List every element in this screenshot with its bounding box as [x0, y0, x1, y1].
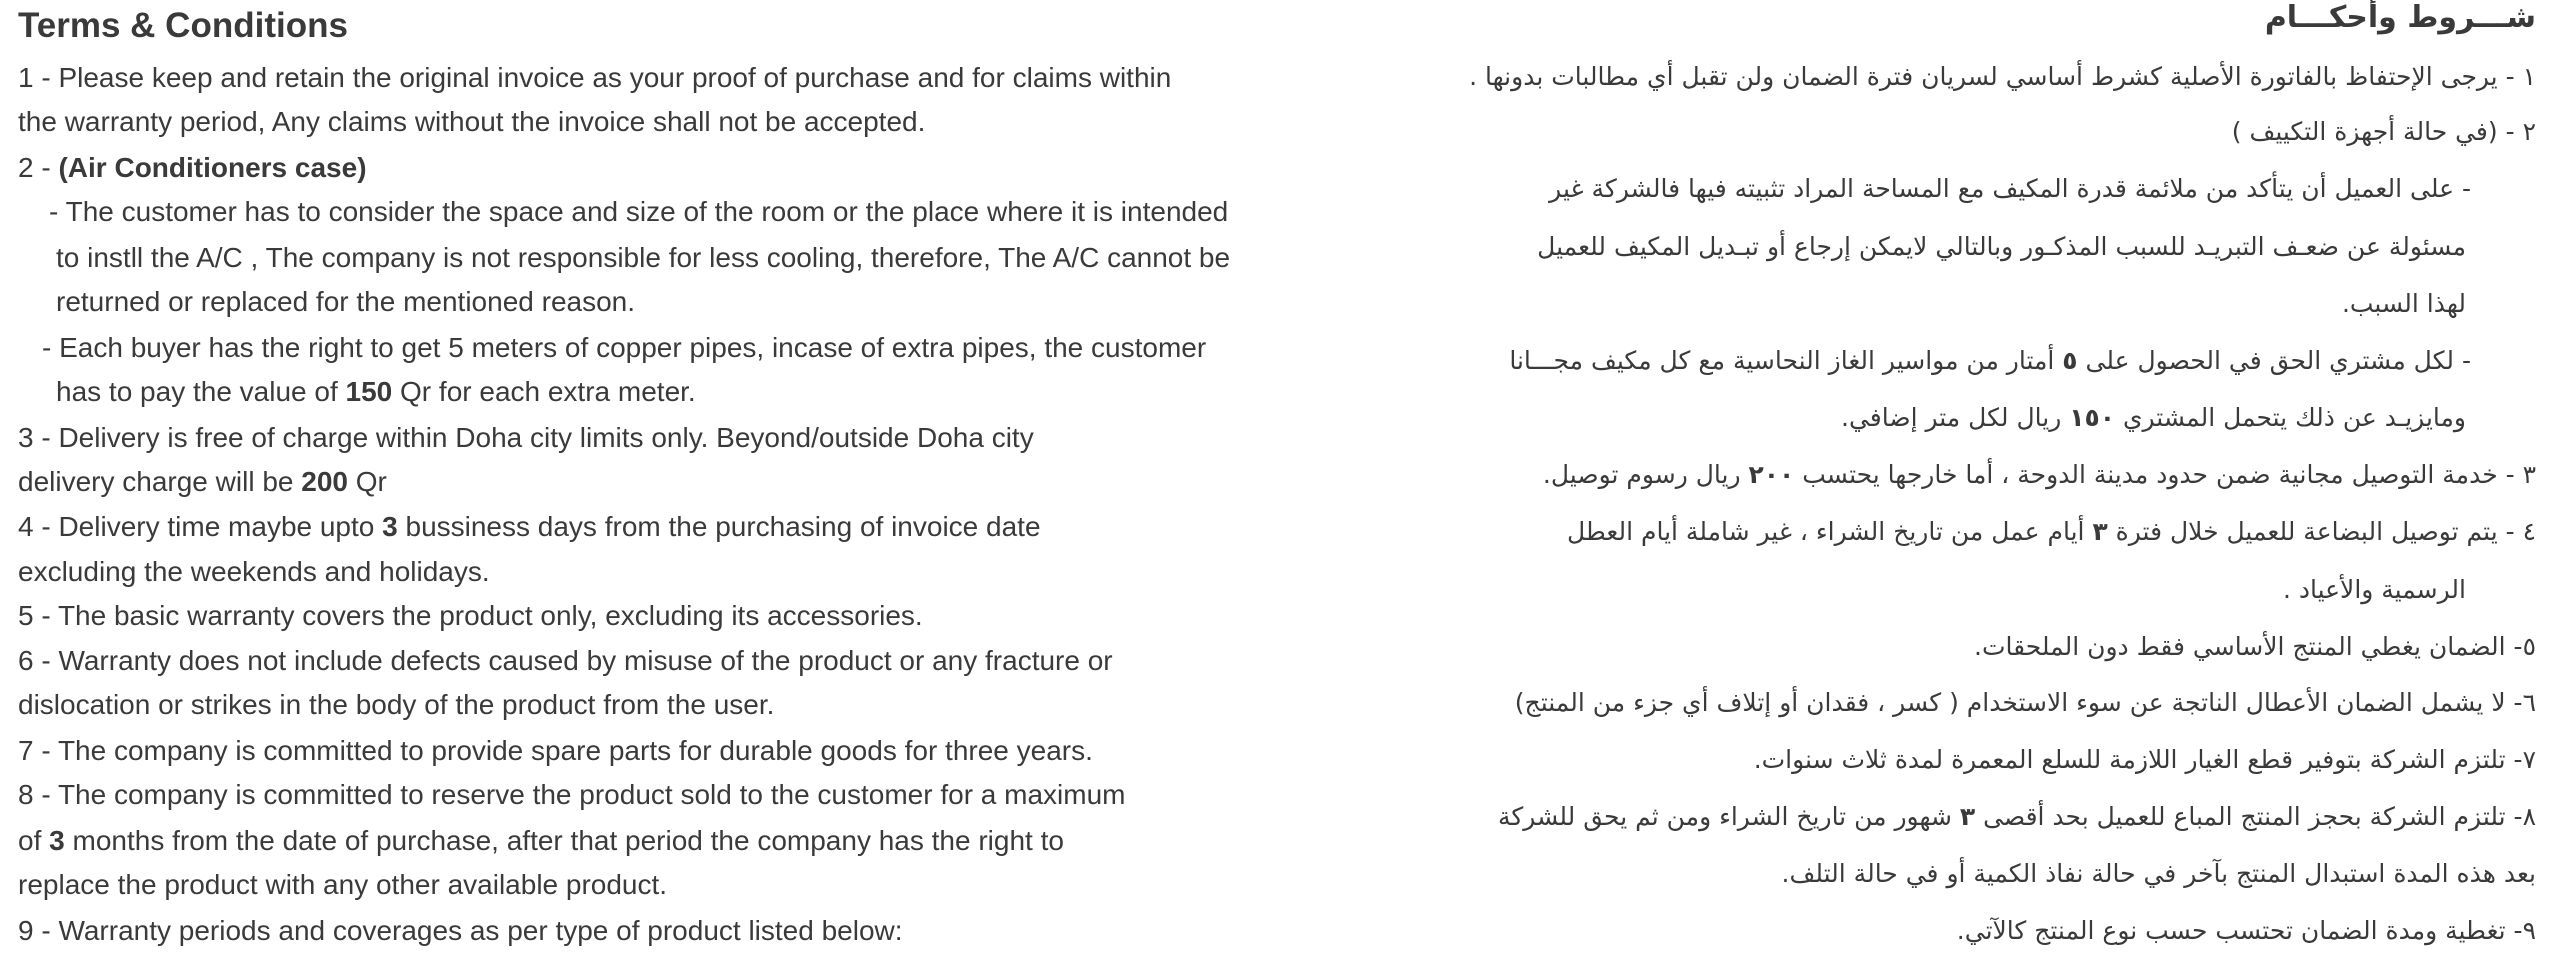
text: Qr — [347, 466, 387, 497]
text: شهور من تاريخ الشراء ومن ثم يحق للشركة — [1497, 802, 1960, 831]
text: أمتار من مواسير الغاز النحاسية مع كل مكيف مجـــانا — [1509, 346, 2063, 375]
term-2a-line-3: returned or replaced for the mentioned reason. — [56, 286, 636, 317]
english-title: Terms & Conditions — [18, 6, 348, 45]
ar-term-6: ٦- لا يشمل الضمان الأعطال الناتجة عن سوء الاستخدام ( كسر ، فقدان أو إتلاف أي جزء من المنتج) — [1514, 688, 2536, 717]
text: of — [18, 825, 50, 856]
ar-term-2b-line-2 — [1841, 396, 2466, 440]
term-4-line-2: excluding the weekends and holidays. — [18, 556, 490, 587]
term-7: 7 - The company is committed to provide spare parts for durable goods for three years. — [18, 735, 1093, 766]
pipe-meters: ٥ — [2062, 346, 2078, 375]
arabic-title: شـــروط وأحكـــام — [2264, 0, 2536, 35]
ar-term-2a-line-2: مسئولة عن ضعـف التبريـد للسبب المذكـور وبالتالي لايمكن إرجاع أو تبـديل المكيف للعميل — [1537, 232, 2466, 261]
reserve-months: ٣ — [1959, 802, 1976, 831]
text: ريال رسوم توصيل. — [1542, 460, 1749, 489]
term-2-line-1 — [18, 146, 367, 190]
text: ريال لكل متر إضافي. — [1841, 403, 2070, 432]
term-9: 9 - Warranty periods and coverages as per type of product listed below: — [18, 915, 903, 946]
text: ٨- تلتزم الشركة بحجز المنتج المباع للعميل بحد أقصى — [1975, 802, 2536, 831]
text: bussiness days from the purchasing of invoice date — [397, 511, 1041, 542]
term-3-line-2 — [18, 460, 387, 504]
ar-term-4-line-1 — [1567, 510, 2536, 554]
pipe-price: ١٥٠ — [2069, 403, 2115, 432]
ar-term-2a-line-1: - على العميل أن يتأكد من ملائمة قدرة المكيف مع المساحة المراد تثبيته فيها فالشركة غير — [1549, 174, 2471, 203]
term-1-line-2: the warranty period, Any claims without the invoice shall not be accepted. — [18, 106, 926, 137]
term-2b-line-1: - Each buyer has the right to get 5 meters of copper pipes, incase of extra pipes, the customer — [42, 332, 1207, 363]
term-5: 5 - The basic warranty covers the product only, excluding its accessories. — [18, 600, 923, 631]
term-4-line-1 — [18, 505, 1041, 549]
text: months from the date of purchase, after that period the company has the right to — [64, 825, 1064, 856]
ar-term-4-line-2: الرسمية والأعياد . — [2282, 575, 2466, 604]
ar-term-7: ٧- تلتزم الشركة بتوفير قطع الغيار اللازمة للسلع المعمرة لمدة ثلاث سنوات. — [1753, 745, 2536, 774]
text: ومايزيـد عن ذلك يتحمل المشتري — [2115, 403, 2466, 432]
term-1-line-1: 1 - Please keep and retain the original invoice as your proof of purchase and for claims within — [18, 62, 1172, 93]
text: delivery charge will be — [18, 466, 302, 497]
ar-term-8-line-2: بعد هذه المدة استبدال المنتج بآخر في حالة نفاذ الكمية أو في حالة التلف. — [1781, 859, 2536, 888]
ar-term-3 — [1543, 453, 2536, 497]
term-2a-line-1: - The customer has to consider the space and size of the room or the place where it is intended — [49, 196, 1229, 227]
ar-term-2a-line-3: لهذا السبب. — [2341, 289, 2466, 318]
term-2a-line-2: to instll the A/C , The company is not responsible for less cooling, therefore, The A/C cannot be — [56, 242, 1231, 273]
delivery-charge: ٢٠٠ — [1748, 460, 1795, 489]
term-2b-line-2 — [56, 370, 696, 414]
delivery-days: ٣ — [2092, 517, 2108, 546]
term-8-line-3: replace the product with any other available product. — [18, 869, 668, 900]
term-8-line-2 — [18, 819, 1064, 863]
text: - لكل مشتري الحق في الحصول على — [2077, 346, 2471, 375]
delivery-days: 3 — [382, 511, 398, 542]
reserve-months: 3 — [49, 825, 65, 856]
pipe-price: 150 — [345, 376, 393, 407]
term-6-line-1: 6 - Warranty does not include defects caused by misuse of the product or any fracture or — [18, 645, 1113, 676]
term-6-line-2: dislocation or strikes in the body of the product from the user. — [18, 689, 775, 720]
delivery-charge: 200 — [301, 466, 348, 497]
text: Qr for each extra meter. — [392, 376, 696, 407]
ar-term-8-line-1 — [1498, 795, 2536, 839]
term-2-heading: (Air Conditioners case) — [58, 152, 367, 183]
ar-term-5: ٥- الضمان يغطي المنتج الأساسي فقط دون الملحقات. — [1974, 632, 2536, 661]
text: أيام عمل من تاريخ الشراء ، غير شاملة أيام العطل — [1566, 517, 2093, 546]
text: 4 - Delivery time maybe upto — [18, 511, 383, 542]
text: has to pay the value of — [56, 376, 346, 407]
term-3-line-1: 3 - Delivery is free of charge within Doha city limits only. Beyond/outside Doha city — [18, 422, 1034, 453]
ar-term-2: ٢ - (في حالة أجهزة التكييف ) — [2231, 117, 2536, 146]
term-2-number: 2 - — [18, 152, 59, 183]
term-8-line-1: 8 - The company is committed to reserve the product sold to the customer for a maximum — [18, 779, 1126, 810]
ar-term-9: ٩- تغطية ومدة الضمان تحتسب حسب نوع المنتج كالآتي. — [1956, 916, 2536, 945]
ar-term-2b-line-1 — [1509, 339, 2471, 383]
text: ٣ - خدمة التوصيل مجانية ضمن حدود مدينة الدوحة ، أما خارجها يحتسب — [1794, 460, 2536, 489]
text: ٤ - يتم توصيل البضاعة للعميل خلال فترة — [2107, 517, 2536, 546]
ar-term-1: ١ - يرجى الإحتفاظ بالفاتورة الأصلية كشرط أساسي لسريان فترة الضمان ولن تقبل أي مطالبات بدونها . — [1469, 62, 2536, 91]
